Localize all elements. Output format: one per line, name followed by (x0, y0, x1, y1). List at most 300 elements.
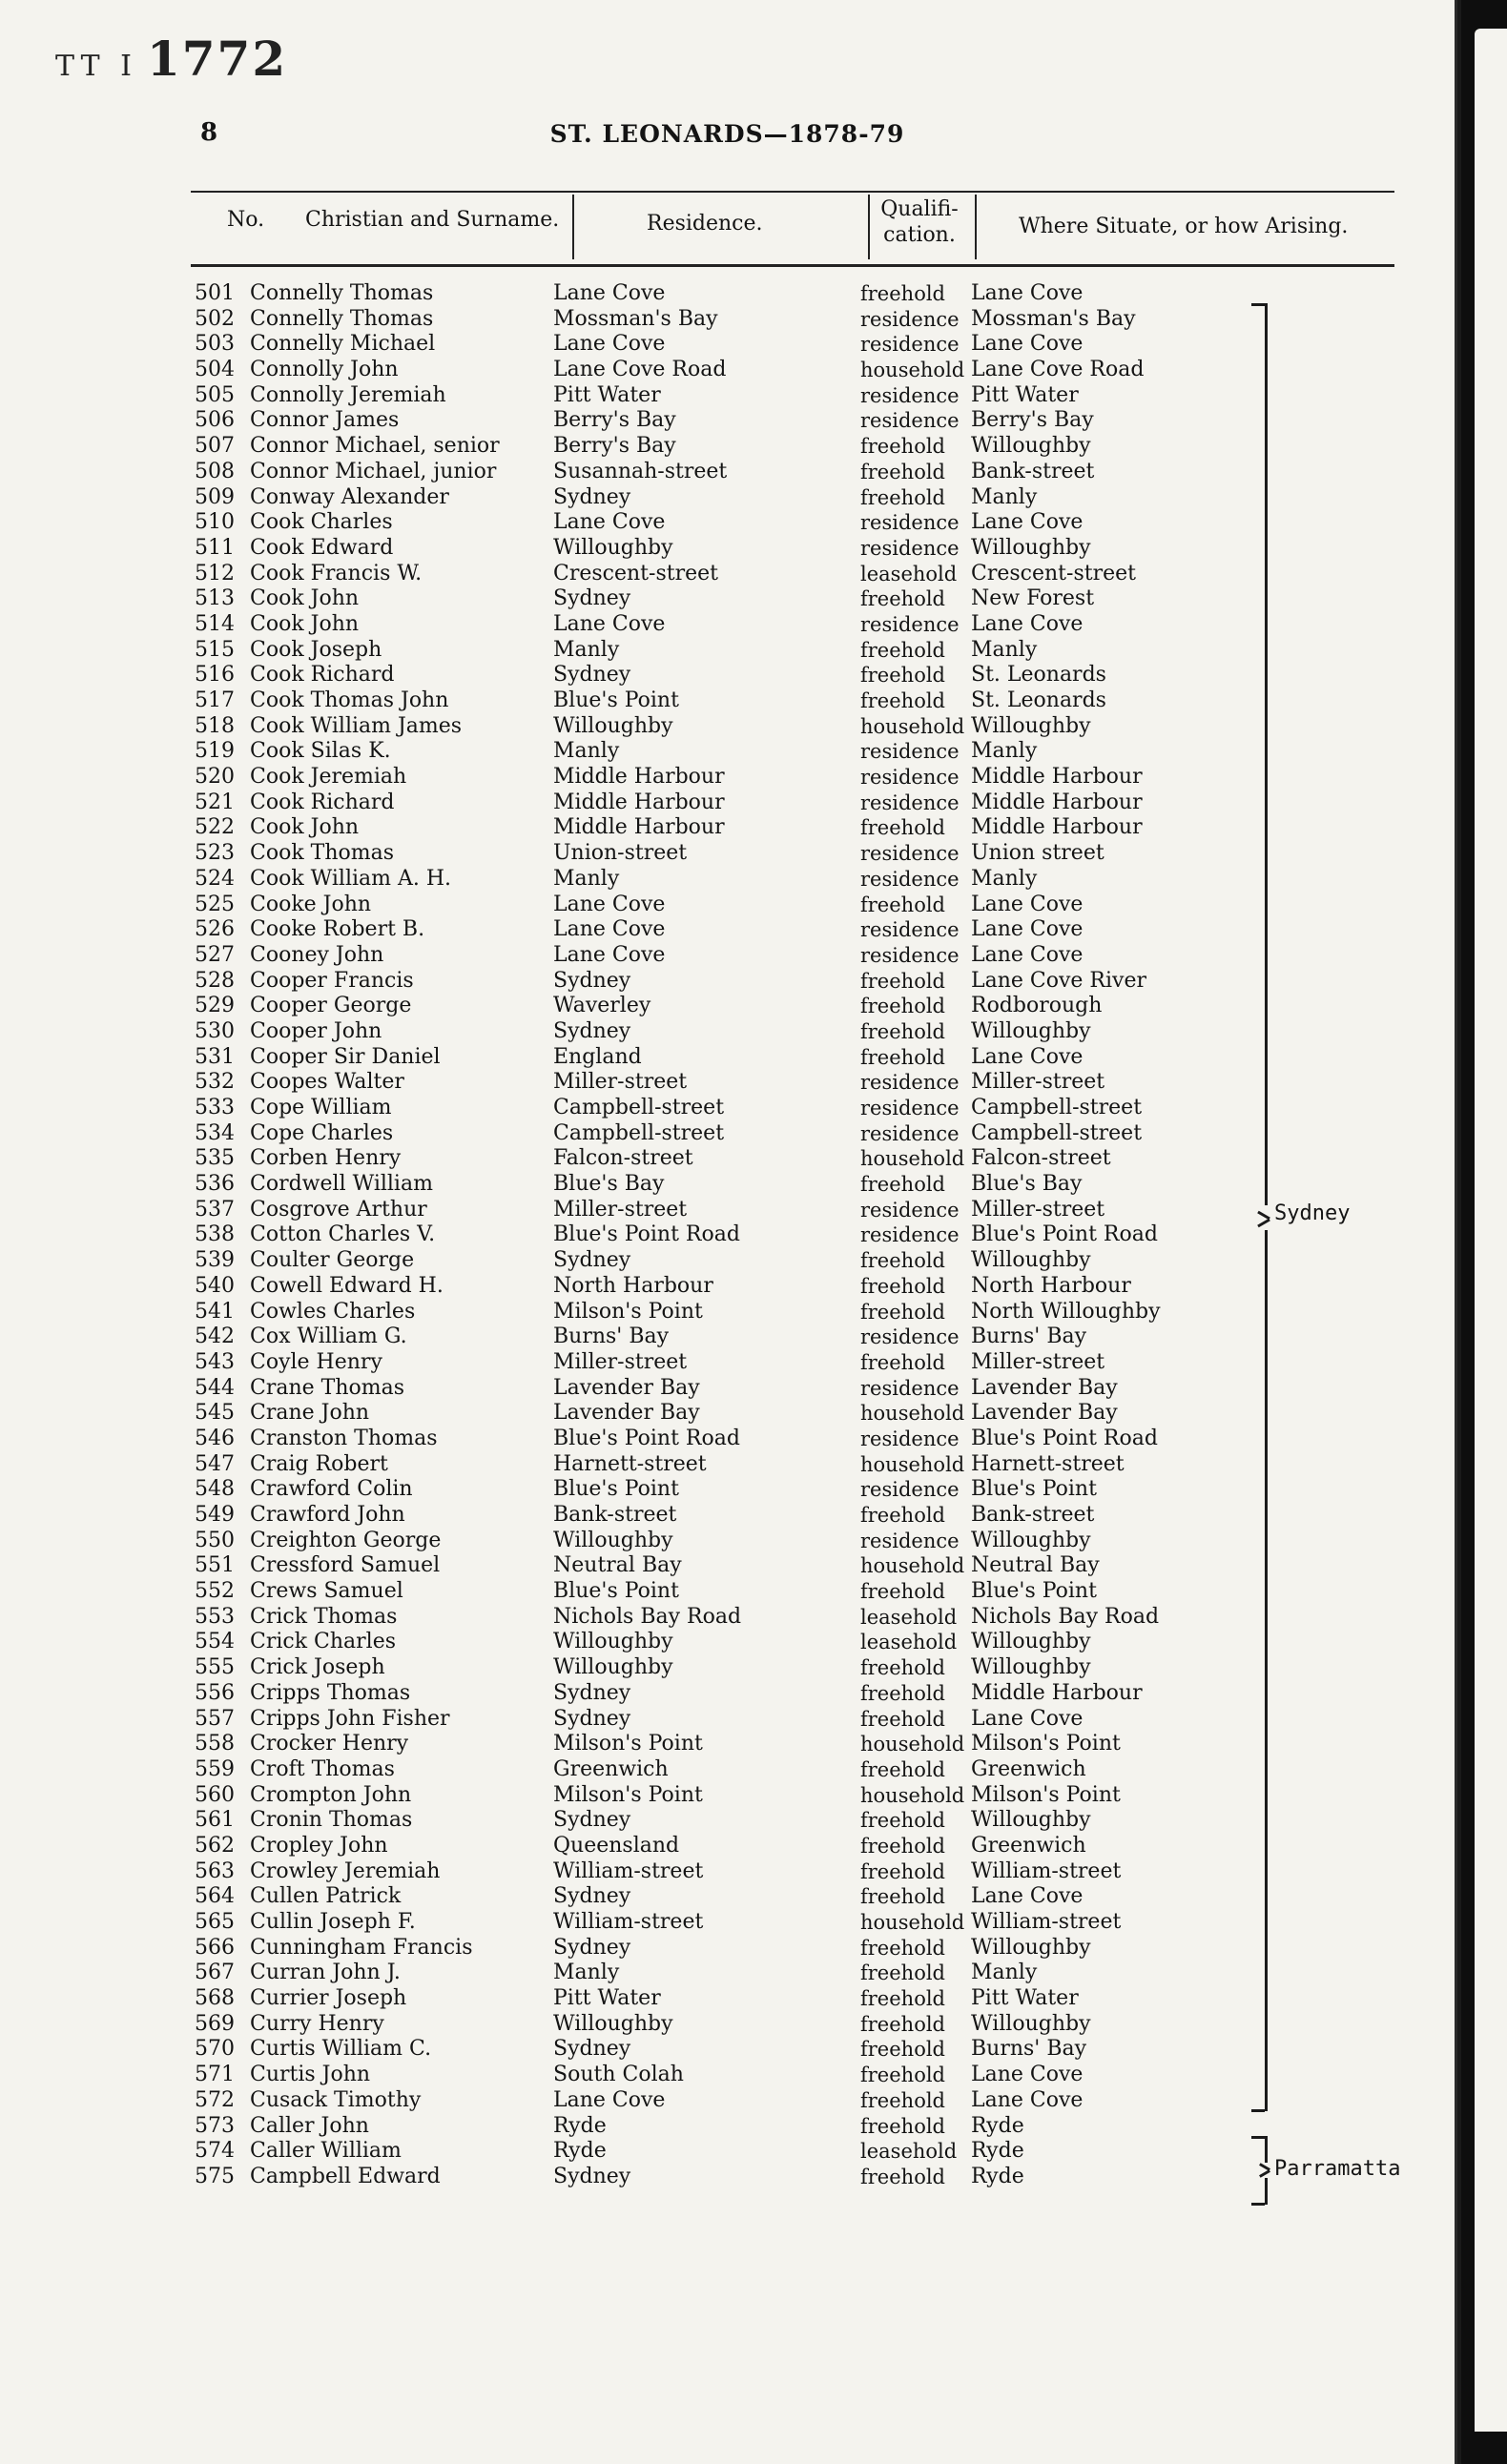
elector-name: Cooper John (250, 1018, 382, 1043)
elector-name: Cook William A. H. (250, 866, 452, 891)
page-number: 8 (200, 118, 218, 147)
qualification: freehold (860, 2165, 945, 2188)
entry-number: 504 (195, 358, 235, 382)
table-row (0, 1376, 1455, 1402)
where-situate: Lane Cove (971, 917, 1084, 942)
archive-stamp (55, 31, 287, 87)
table-row (0, 2037, 1455, 2063)
qualification: residence (860, 1325, 960, 1349)
residence: Lane Cove (553, 892, 666, 916)
qualification: freehold (860, 1834, 945, 1858)
where-situate: Middle Harbour (971, 1680, 1143, 1705)
entry-number: 552 (195, 1579, 235, 1604)
table-row (0, 2114, 1455, 2140)
residence: Nichols Bay Road (553, 1604, 742, 1629)
table-row (0, 1732, 1455, 1757)
table-row (0, 1350, 1455, 1376)
qualification: household (860, 1554, 965, 1578)
entry-number: 503 (195, 332, 235, 357)
stamp-number: 1772 (146, 31, 288, 87)
residence: Berry's Bay (553, 408, 676, 433)
residence: Lane Cove (553, 281, 666, 305)
entry-number: 572 (195, 2087, 235, 2112)
residence: Greenwich (553, 1756, 669, 1781)
where-situate: Miller-street (971, 1349, 1105, 1374)
table-row (0, 638, 1455, 664)
entry-number: 510 (195, 510, 235, 535)
where-situate: Bank-street (971, 1503, 1095, 1527)
elector-name: Cook Edward (250, 535, 394, 560)
table-row (0, 1045, 1455, 1071)
entry-number: 531 (195, 1044, 235, 1069)
residence: Sydney (553, 1884, 631, 1909)
entry-number: 554 (195, 1630, 235, 1654)
table-row (0, 1884, 1455, 1910)
qualification: household (860, 1402, 965, 1426)
table-row (0, 1248, 1455, 1274)
qualification: freehold (860, 1580, 945, 1604)
qualification: freehold (860, 1173, 945, 1197)
residence: Lane Cove (553, 332, 666, 357)
residence: Miller-street (553, 1070, 688, 1095)
qualification: residence (860, 766, 960, 790)
brace-bottom (1251, 2203, 1265, 2206)
elector-name: Cusack Timothy (250, 2087, 422, 2112)
qualification: residence (860, 511, 960, 535)
residence: Milson's Point (553, 1732, 703, 1756)
entry-number: 526 (195, 917, 235, 942)
elector-name: Connor Michael, junior (250, 459, 497, 483)
entry-number: 565 (195, 1910, 235, 1934)
where-situate: Lane Cove (971, 332, 1084, 357)
table-row (0, 1222, 1455, 1248)
where-situate: William-street (971, 1910, 1122, 1934)
where-situate: Willoughby (971, 1630, 1091, 1654)
where-situate: Blue's Point Road (971, 1222, 1158, 1247)
residence: Willoughby (553, 713, 673, 738)
table-row (0, 460, 1455, 485)
residence: Susannah-street (553, 459, 728, 483)
entry-number: 573 (195, 2113, 235, 2138)
entry-number: 550 (195, 1528, 235, 1552)
entry-number: 564 (195, 1884, 235, 1909)
qualification: residence (860, 918, 960, 942)
entry-number: 566 (195, 1935, 235, 1960)
where-situate: Harnett-street (971, 1451, 1125, 1476)
table-row (0, 408, 1455, 434)
table-row (0, 943, 1455, 969)
qualification: freehold (860, 2012, 945, 2036)
elector-name: Cook Jeremiah (250, 765, 407, 790)
elector-name: Cook Francis W. (250, 561, 423, 585)
where-situate: Middle Harbour (971, 790, 1143, 814)
table-row (0, 1655, 1455, 1681)
elector-name: Cope Charles (250, 1120, 394, 1145)
table-row (0, 663, 1455, 688)
residence: North Harbour (553, 1273, 713, 1298)
entry-number: 535 (195, 1146, 235, 1171)
where-situate: Campbell-street (971, 1120, 1143, 1145)
residence: Campbell-street (553, 1120, 725, 1145)
elector-name: Cranston Thomas (250, 1426, 438, 1450)
entry-number: 571 (195, 2063, 235, 2087)
residence: Sydney (553, 586, 631, 611)
entry-number: 521 (195, 790, 235, 814)
elector-name: Crick Thomas (250, 1604, 398, 1629)
table-row (0, 1172, 1455, 1198)
where-situate: Manly (971, 866, 1038, 891)
where-situate: Miller-street (971, 1070, 1105, 1095)
sydney-brace-lower (1265, 1230, 1268, 2111)
where-situate: Willoughby (971, 1528, 1091, 1552)
entry-number: 556 (195, 1680, 235, 1705)
qualification: freehold (860, 1045, 945, 1069)
where-situate: Rodborough (971, 994, 1103, 1018)
entry-number: 509 (195, 484, 235, 509)
entry-number: 574 (195, 2139, 235, 2164)
qualification: freehold (860, 2038, 945, 2062)
residence: Willoughby (553, 1655, 673, 1680)
where-situate: New Forest (971, 586, 1095, 611)
where-situate: Willoughby (971, 535, 1091, 560)
residence: Sydney (553, 1808, 631, 1833)
where-situate: Miller-street (971, 1197, 1105, 1222)
qualification: residence (860, 1427, 960, 1450)
qualification: freehold (860, 1757, 945, 1781)
table-row (0, 2165, 1455, 2190)
group-label-sydney: Sydney (1274, 1201, 1351, 1225)
elector-name: Coulter George (250, 1248, 415, 1273)
where-situate: Willoughby (971, 1655, 1091, 1680)
header-no: No. (227, 208, 265, 232)
elector-name: Cooper Sir Daniel (250, 1044, 441, 1069)
elector-name: Campbell Edward (250, 2164, 441, 2188)
elector-name: Cripps Thomas (250, 1680, 411, 1705)
qualification: leasehold (860, 2140, 958, 2164)
elector-name: Crawford Colin (250, 1477, 413, 1502)
table-row (0, 2063, 1455, 2088)
elector-name: Crompton John (250, 1782, 412, 1807)
entry-number: 511 (195, 535, 235, 560)
residence: Lane Cove Road (553, 358, 727, 382)
entry-number: 516 (195, 663, 235, 688)
table-row (0, 1707, 1455, 1733)
elector-name: Curran John J. (250, 1961, 401, 1985)
table-row (0, 434, 1455, 460)
where-situate: Willoughby (971, 434, 1091, 459)
header-divider (975, 195, 977, 259)
table-row (0, 281, 1455, 307)
residence: Middle Harbour (553, 765, 725, 790)
entry-number: 553 (195, 1604, 235, 1629)
elector-name: Cook John (250, 611, 360, 636)
where-situate: Burns' Bay (971, 2037, 1087, 2062)
table-row (0, 917, 1455, 943)
where-situate: Ryde (971, 2113, 1024, 2138)
entry-number: 530 (195, 1018, 235, 1043)
where-situate: North Harbour (971, 1273, 1131, 1298)
elector-name: Coyle Henry (250, 1349, 382, 1374)
entry-number: 567 (195, 1961, 235, 1985)
entry-number: 542 (195, 1324, 235, 1349)
entry-number: 538 (195, 1222, 235, 1247)
elector-name: Crocker Henry (250, 1732, 409, 1756)
where-situate: Lane Cove (971, 1884, 1084, 1909)
qualification: freehold (860, 1936, 945, 1960)
entry-number: 512 (195, 561, 235, 585)
entry-number: 534 (195, 1120, 235, 1145)
entry-number: 536 (195, 1172, 235, 1197)
elector-name: Currier Joseph (250, 1986, 407, 2011)
where-situate: Lane Cove River (971, 968, 1146, 993)
residence: Miller-street (553, 1349, 688, 1374)
where-situate: Bank-street (971, 459, 1095, 483)
table-row (0, 739, 1455, 765)
table-row (0, 485, 1455, 511)
entry-number: 570 (195, 2037, 235, 2062)
where-situate: North Willoughby (971, 1299, 1161, 1324)
residence: Ryde (553, 2139, 607, 2164)
entry-number: 575 (195, 2164, 235, 2188)
residence: Mossman's Bay (553, 306, 718, 331)
entry-number: 525 (195, 892, 235, 916)
qualification: freehold (860, 893, 945, 916)
residence: Ryde (553, 2113, 607, 2138)
qualification: residence (860, 1223, 960, 1247)
where-situate: Blue's Bay (971, 1172, 1083, 1197)
residence: William-street (553, 1910, 704, 1934)
elector-name: Cullin Joseph F. (250, 1910, 416, 1934)
residence: Sydney (553, 1248, 631, 1273)
table-row (0, 358, 1455, 383)
where-situate: Lane Cove (971, 1706, 1084, 1731)
where-situate: Pitt Water (971, 382, 1079, 407)
where-situate: Ryde (971, 2139, 1024, 2164)
table-row (0, 815, 1455, 841)
where-situate: St. Leonards (971, 688, 1106, 712)
entry-number: 545 (195, 1401, 235, 1426)
table-row (0, 994, 1455, 1019)
qualification: household (860, 714, 965, 738)
where-situate: Greenwich (971, 1833, 1086, 1858)
header-qualification: Qualifi- cation. (880, 197, 959, 247)
residence: Crescent-street (553, 561, 718, 585)
residence: Blue's Point (553, 688, 679, 712)
qualification: residence (860, 333, 960, 357)
qualification: freehold (860, 689, 945, 712)
entry-number: 520 (195, 765, 235, 790)
table-row (0, 307, 1455, 333)
elector-name: Cook Richard (250, 663, 395, 688)
elector-name: Cowell Edward H. (250, 1273, 444, 1298)
parramatta-brace-lower (1265, 2178, 1268, 2205)
elector-name: Crowley Jeremiah (250, 1858, 441, 1883)
table-row (0, 1961, 1455, 1986)
table-row (0, 1300, 1455, 1325)
qualification: freehold (860, 1019, 945, 1043)
table-row (0, 969, 1455, 995)
entry-number: 544 (195, 1375, 235, 1400)
where-situate: William-street (971, 1858, 1122, 1883)
entry-number: 527 (195, 942, 235, 967)
residence: Lane Cove (553, 942, 666, 967)
elector-name: Cox William G. (250, 1324, 407, 1349)
qualification: residence (860, 536, 960, 560)
where-situate: Manly (971, 1961, 1038, 1985)
entry-number: 548 (195, 1477, 235, 1502)
elector-name: Cook John (250, 815, 360, 840)
residence: Lane Cove (553, 2087, 666, 2112)
where-situate: Burns' Bay (971, 1324, 1087, 1349)
where-situate: Neutral Bay (971, 1553, 1100, 1578)
entry-number: 518 (195, 713, 235, 738)
qualification: freehold (860, 587, 945, 611)
elector-name: Caller John (250, 2113, 369, 2138)
where-situate: Lane Cove (971, 1044, 1084, 1069)
where-situate: Nichols Bay Road (971, 1604, 1160, 1629)
qualification: freehold (860, 1707, 945, 1731)
where-situate: Falcon-street (971, 1146, 1111, 1171)
residence: Willoughby (553, 535, 673, 560)
entry-number: 515 (195, 637, 235, 662)
elector-name: Croft Thomas (250, 1756, 395, 1781)
qualification: freehold (860, 638, 945, 662)
residence: Sydney (553, 968, 631, 993)
elector-name: Craig Robert (250, 1451, 388, 1476)
table-row (0, 688, 1455, 714)
qualification: residence (860, 612, 960, 636)
residence: Burns' Bay (553, 1324, 670, 1349)
table-row (0, 1324, 1455, 1350)
table-row (0, 332, 1455, 358)
elector-name: Cooke John (250, 892, 372, 916)
entry-number: 543 (195, 1349, 235, 1374)
qualification: residence (860, 740, 960, 764)
header-rule-bottom (191, 264, 1394, 267)
elector-name: Connelly Thomas (250, 306, 434, 331)
elector-name: Connolly Jeremiah (250, 382, 446, 407)
entry-number: 502 (195, 306, 235, 331)
entry-number: 506 (195, 408, 235, 433)
header-rule-top (191, 191, 1394, 193)
residence: Sydney (553, 2164, 631, 2188)
residence: Harnett-street (553, 1451, 707, 1476)
table-row (0, 1783, 1455, 1809)
elector-name: Cronin Thomas (250, 1808, 413, 1833)
qualification: freehold (860, 1859, 945, 1883)
residence: Bank-street (553, 1503, 677, 1527)
header-where: Where Situate, or how Arising. (1019, 215, 1349, 238)
entry-number: 501 (195, 281, 235, 305)
where-situate: Lavender Bay (971, 1401, 1118, 1426)
qualification: residence (860, 1529, 960, 1552)
qualification: freehold (860, 2064, 945, 2087)
elector-name: Curtis William C. (250, 2037, 432, 2062)
where-situate: Willoughby (971, 2011, 1091, 2036)
where-situate: Manly (971, 739, 1038, 764)
entry-number: 508 (195, 459, 235, 483)
residence: Milson's Point (553, 1299, 703, 1324)
entry-number: 524 (195, 866, 235, 891)
where-situate: Manly (971, 484, 1038, 509)
residence: Manly (553, 739, 620, 764)
entry-number: 537 (195, 1197, 235, 1222)
elector-name: Curry Henry (250, 2011, 384, 2036)
qualification: freehold (860, 1350, 945, 1374)
brace-top (1251, 2136, 1265, 2139)
residence: Sydney (553, 484, 631, 509)
where-situate: Ryde (971, 2164, 1024, 2188)
residence: South Colah (553, 2063, 684, 2087)
elector-name: Cook Richard (250, 790, 395, 814)
table-row (0, 1834, 1455, 1859)
entry-number: 560 (195, 1782, 235, 1807)
elector-name: Corben Henry (250, 1146, 402, 1171)
table-row (0, 893, 1455, 918)
residence: Middle Harbour (553, 815, 725, 840)
residence: Blue's Point Road (553, 1222, 740, 1247)
elector-name: Curtis John (250, 2063, 371, 2087)
table-row (0, 1019, 1455, 1045)
table-row (0, 1757, 1455, 1783)
residence: Milson's Point (553, 1782, 703, 1807)
qualification: freehold (860, 485, 945, 509)
elector-name: Cordwell William (250, 1172, 433, 1197)
table-row (0, 1808, 1455, 1834)
residence: Union-street (553, 841, 688, 866)
residence: Miller-street (553, 1197, 688, 1222)
where-situate: Lane Cove (971, 510, 1084, 535)
where-situate: Blue's Point (971, 1477, 1097, 1502)
elector-name: Cunningham Francis (250, 1935, 473, 1960)
elector-name: Crane Thomas (250, 1375, 405, 1400)
residence: William-street (553, 1858, 704, 1883)
elector-name: Cook Silas K. (250, 739, 391, 764)
brace-top (1251, 303, 1265, 306)
entry-number: 558 (195, 1732, 235, 1756)
table-row (0, 1477, 1455, 1503)
elector-name: Connelly Thomas (250, 281, 434, 305)
table-row (0, 1859, 1455, 1885)
elector-list (0, 281, 1455, 2190)
entry-number: 507 (195, 434, 235, 459)
qualification: freehold (860, 816, 945, 840)
group-label-parramatta: Parramatta (1274, 2157, 1401, 2181)
elector-name: Caller William (250, 2139, 402, 2164)
table-row (0, 1452, 1455, 1478)
qualification: residence (860, 1478, 960, 1502)
table-row (0, 1146, 1455, 1172)
qualification: freehold (860, 2088, 945, 2112)
qualification: freehold (860, 969, 945, 993)
where-situate: Willoughby (971, 1248, 1091, 1273)
where-situate: Greenwich (971, 1756, 1086, 1781)
entry-number: 551 (195, 1553, 235, 1578)
elector-name: Cropley John (250, 1833, 388, 1858)
qualification: leasehold (860, 1605, 958, 1629)
entry-number: 541 (195, 1299, 235, 1324)
where-situate: Lane Cove (971, 892, 1084, 916)
entry-number: 568 (195, 1986, 235, 2011)
elector-name: Crawford John (250, 1503, 405, 1527)
residence: Blue's Point (553, 1477, 679, 1502)
qualification: freehold (860, 1809, 945, 1833)
table-row (0, 1910, 1455, 1936)
qualification: residence (860, 383, 960, 407)
entry-number: 523 (195, 841, 235, 866)
qualification: residence (860, 867, 960, 891)
where-situate: Milson's Point (971, 1732, 1121, 1756)
